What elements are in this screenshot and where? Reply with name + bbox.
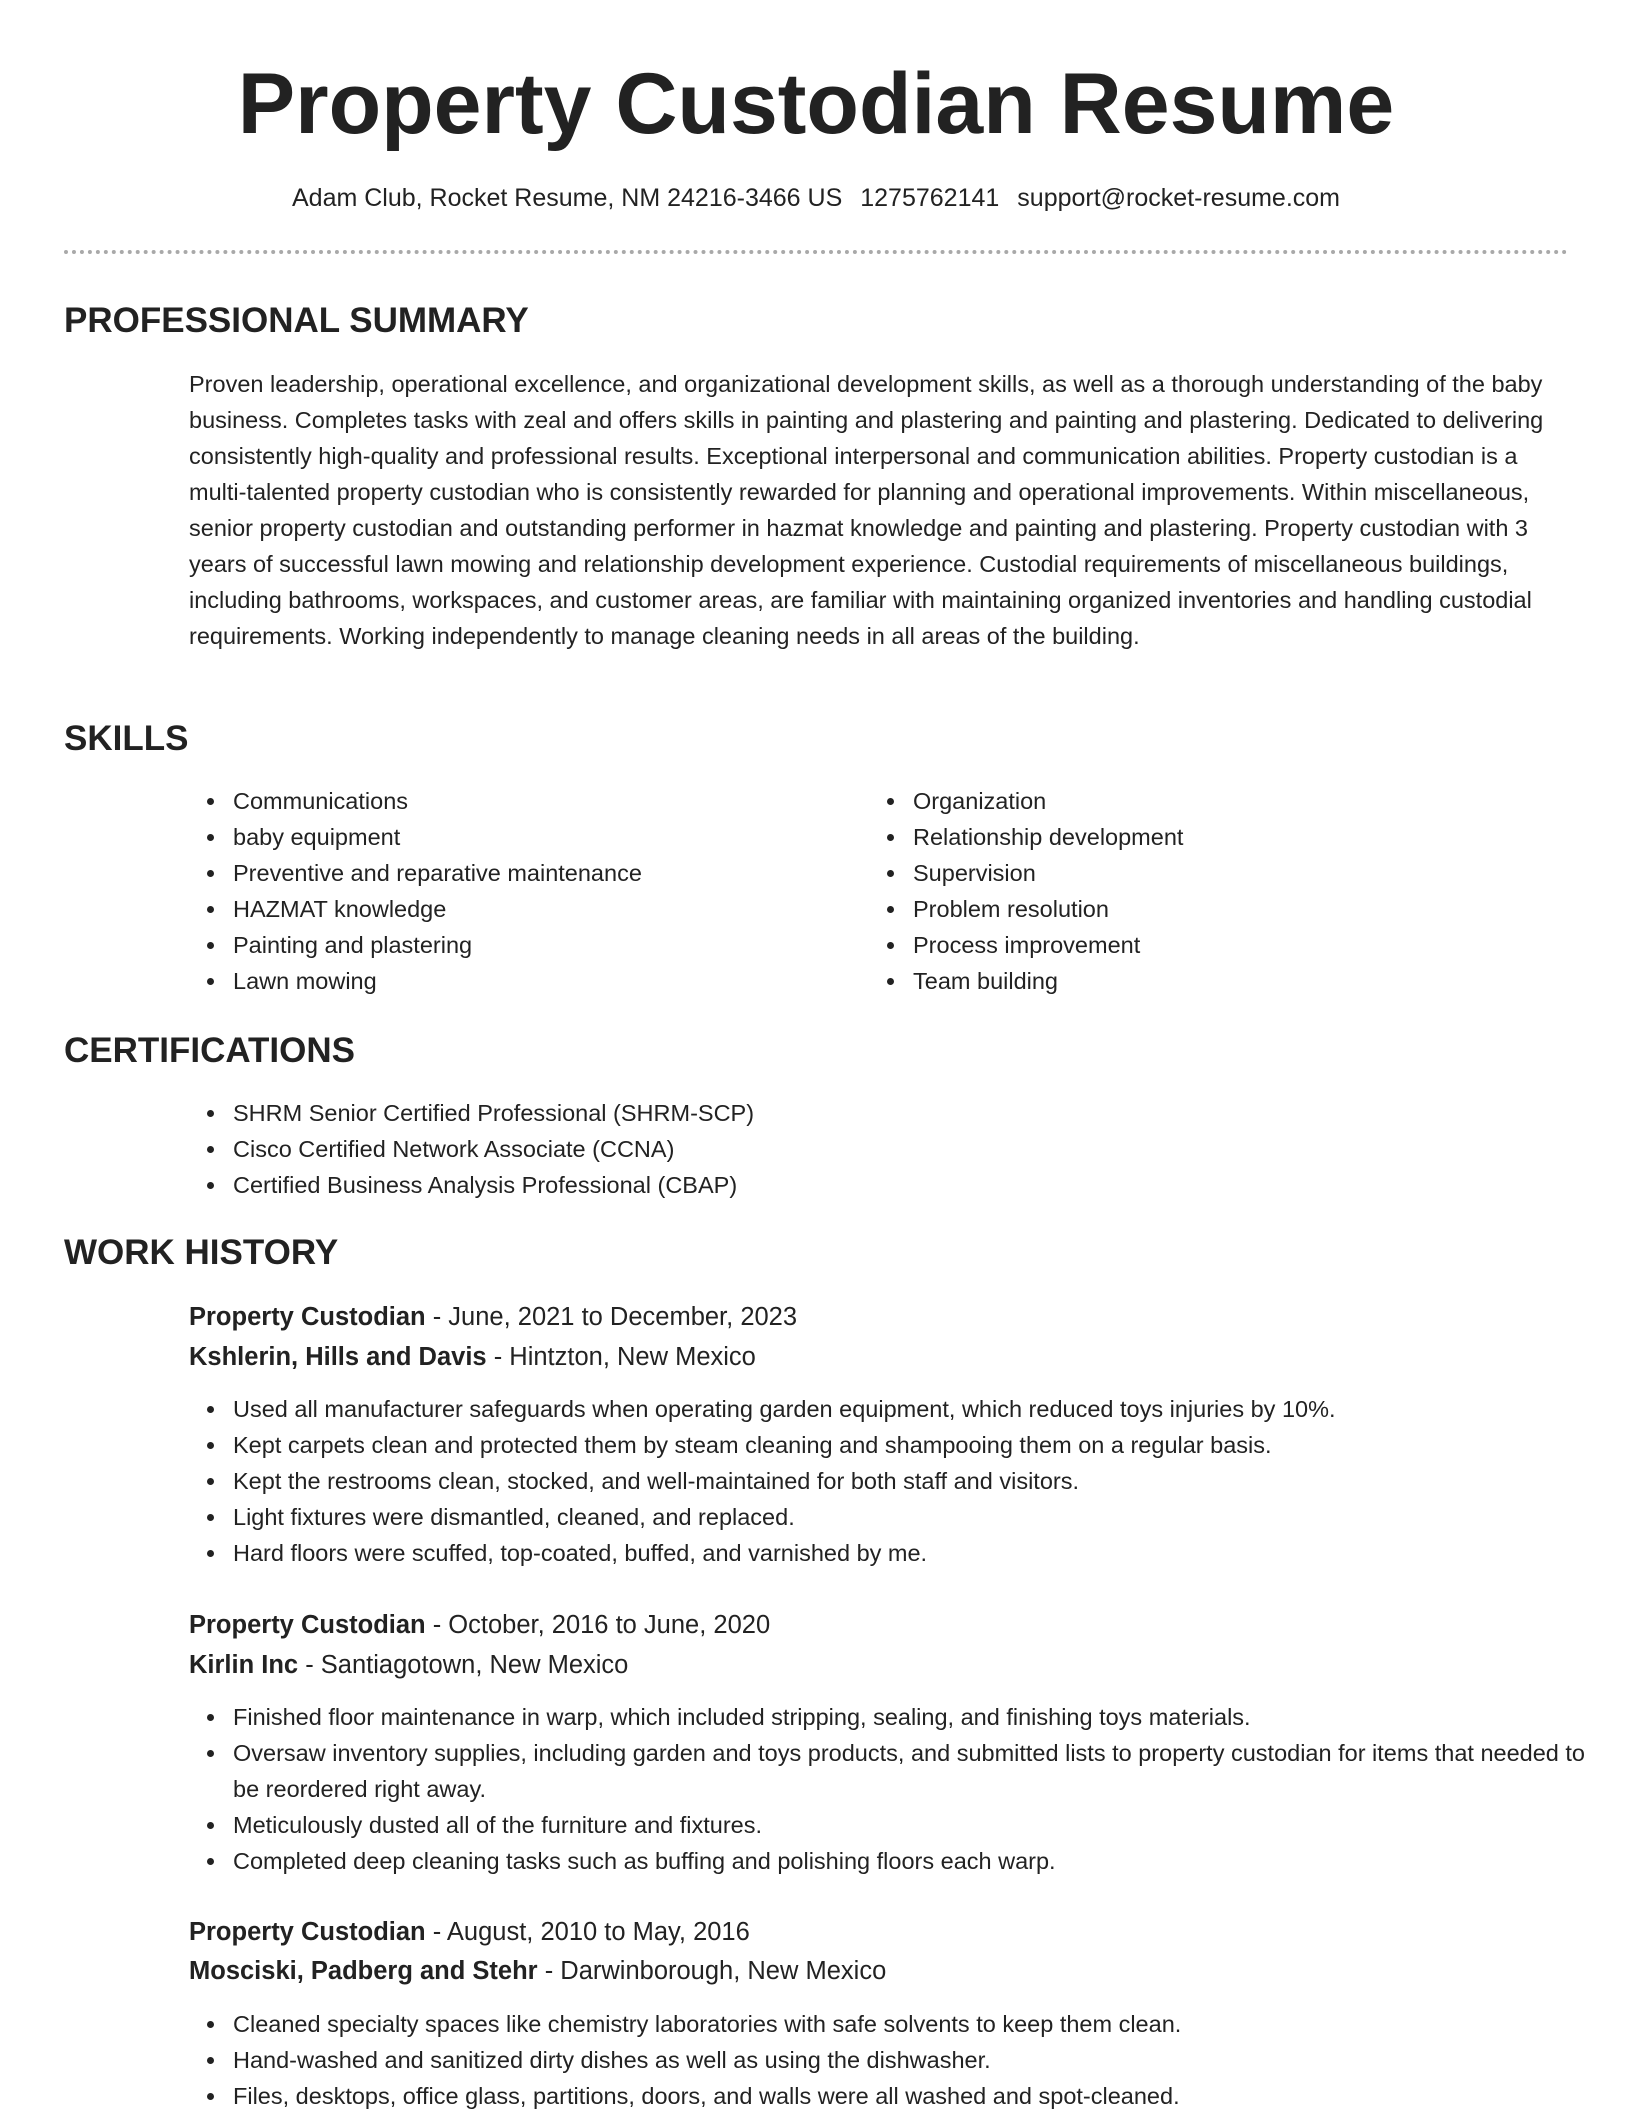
- duty-item: Cleaned specialty spaces like chemistry laboratories with safe solvents to keep them clean.: [233, 2006, 1181, 2042]
- job-title: Property Custodian: [189, 1611, 426, 1639]
- skill-item: Relationship development: [913, 819, 1183, 855]
- skill-item: Preventive and reparative maintenance: [233, 855, 642, 891]
- header-divider: [64, 250, 1568, 254]
- job-dates: August, 2010 to May, 2016: [446, 1918, 750, 1946]
- job-location: Santiagotown, New Mexico: [320, 1651, 629, 1679]
- duty-item: Kept the restrooms clean, stocked, and well-maintained for both staff and visitors.: [233, 1463, 1336, 1499]
- resume-title: Property Custodian Resume: [237, 56, 1395, 152]
- duty-item: Oversaw inventory supplies, including garden and toys products, and submitted lists to property custodian for items that needed to be reordered right away.: [233, 1735, 1613, 1807]
- job-title: Property Custodian: [189, 1918, 426, 1946]
- duty-item: Meticulously dusted all of the furniture and fixtures.: [233, 1807, 1613, 1843]
- certification-item: Certified Business Analysis Professional (CBAP): [233, 1167, 754, 1203]
- skill-item: HAZMAT knowledge: [233, 891, 642, 927]
- job-dates: June, 2021 to December, 2023: [448, 1303, 798, 1331]
- certification-item: Cisco Certified Network Associate (CCNA): [233, 1131, 754, 1167]
- skill-item: Supervision: [913, 855, 1183, 891]
- skill-item: Communications: [233, 783, 642, 819]
- job-company-line: Kirlin Inc - Santiagotown, New Mexico: [189, 1651, 629, 1679]
- duty-item: Finished floor maintenance in warp, which included stripping, sealing, and finishing toys materials.: [233, 1699, 1613, 1735]
- job-duties-list: [189, 1699, 1613, 1879]
- job-location: Darwinborough, New Mexico: [560, 1957, 887, 1985]
- job-company: Kshlerin, Hills and Davis: [189, 1343, 487, 1371]
- contact-address: Adam Club, Rocket Resume, NM 24216-3466 US: [291, 184, 843, 212]
- skill-item: Painting and plastering: [233, 927, 642, 963]
- certification-item: SHRM Senior Certified Professional (SHRM-SCP): [233, 1095, 754, 1131]
- job-location: Hintzton, New Mexico: [509, 1343, 756, 1371]
- job-title: Property Custodian: [189, 1303, 426, 1331]
- job-company-line: Kshlerin, Hills and Davis - Hintzton, New Mexico: [189, 1343, 756, 1371]
- skills-list-right: [869, 783, 1183, 999]
- contact-email: support@rocket-resume.com: [1017, 184, 1341, 212]
- duty-item: Completed deep cleaning tasks such as buffing and polishing floors each warp.: [233, 1843, 1613, 1879]
- skill-item: baby equipment: [233, 819, 642, 855]
- summary-text: Proven leadership, operational excellence, and organizational development skills, as well as a thorough understanding of the baby business. Completes tasks with zeal and offers skills in painting and plastering and painting and plastering. Dedicated to delivering consistently high-quality and professional results. Exceptional interpersonal and communication abilities. Property custodian is a multi-talented property custodian who is consistently rewarded for planning and operational improvements. Within miscellaneous, senior property custodian and outstanding performer in hazmat knowledge and painting and plastering. Property custodian with 3 years of successful lawn mowing and relationship development experience. Custodial requirements of miscellaneous buildings, including bathrooms, workspaces, and customer areas, are familiar with maintaining organized inventories and handling custodial requirements. Working independently to manage cleaning needs in all areas of the building.: [189, 371, 1544, 649]
- certifications-list: [189, 1095, 754, 1203]
- skills-list-left: [189, 783, 642, 999]
- skill-item: Organization: [913, 783, 1183, 819]
- skill-item: Process improvement: [913, 927, 1183, 963]
- duty-item: Kept carpets clean and protected them by steam cleaning and shampooing them on a regular basis.: [233, 1427, 1336, 1463]
- duty-item: Light fixtures were dismantled, cleaned, and replaced.: [233, 1499, 1336, 1535]
- skill-item: Team building: [913, 963, 1183, 999]
- skill-item: Lawn mowing: [233, 963, 642, 999]
- contact-line: [0, 182, 1632, 214]
- duty-item: Files, desktops, office glass, partitions, doors, and walls were all washed and spot-cleaned.: [233, 2078, 1181, 2114]
- job-duties-list: [189, 2006, 1181, 2114]
- job-title-line: Property Custodian - June, 2021 to December, 2023: [189, 1303, 798, 1331]
- duty-item: Hand-washed and sanitized dirty dishes as well as using the dishwasher.: [233, 2042, 1181, 2078]
- job-company: Kirlin Inc: [189, 1651, 299, 1679]
- summary-heading: PROFESSIONAL SUMMARY: [64, 301, 529, 340]
- work-history-heading: WORK HISTORY: [64, 1233, 339, 1272]
- duty-item: Used all manufacturer safeguards when operating garden equipment, which reduced toys injuries by 10%.: [233, 1391, 1336, 1427]
- certifications-heading: CERTIFICATIONS: [64, 1031, 356, 1070]
- job-title-line: Property Custodian - August, 2010 to May, 2016: [189, 1918, 750, 1946]
- skill-item: Problem resolution: [913, 891, 1183, 927]
- duty-item: Hard floors were scuffed, top-coated, buffed, and varnished by me.: [233, 1535, 1336, 1571]
- contact-phone: 1275762141: [860, 184, 1000, 212]
- job-title-line: Property Custodian - October, 2016 to June, 2020: [189, 1611, 771, 1639]
- job-dates: October, 2016 to June, 2020: [448, 1611, 771, 1639]
- job-company: Mosciski, Padberg and Stehr: [189, 1957, 538, 1985]
- skills-heading: SKILLS: [64, 719, 189, 758]
- job-company-line: Mosciski, Padberg and Stehr - Darwinborough, New Mexico: [189, 1957, 887, 1985]
- job-duties-list: [189, 1391, 1336, 1571]
